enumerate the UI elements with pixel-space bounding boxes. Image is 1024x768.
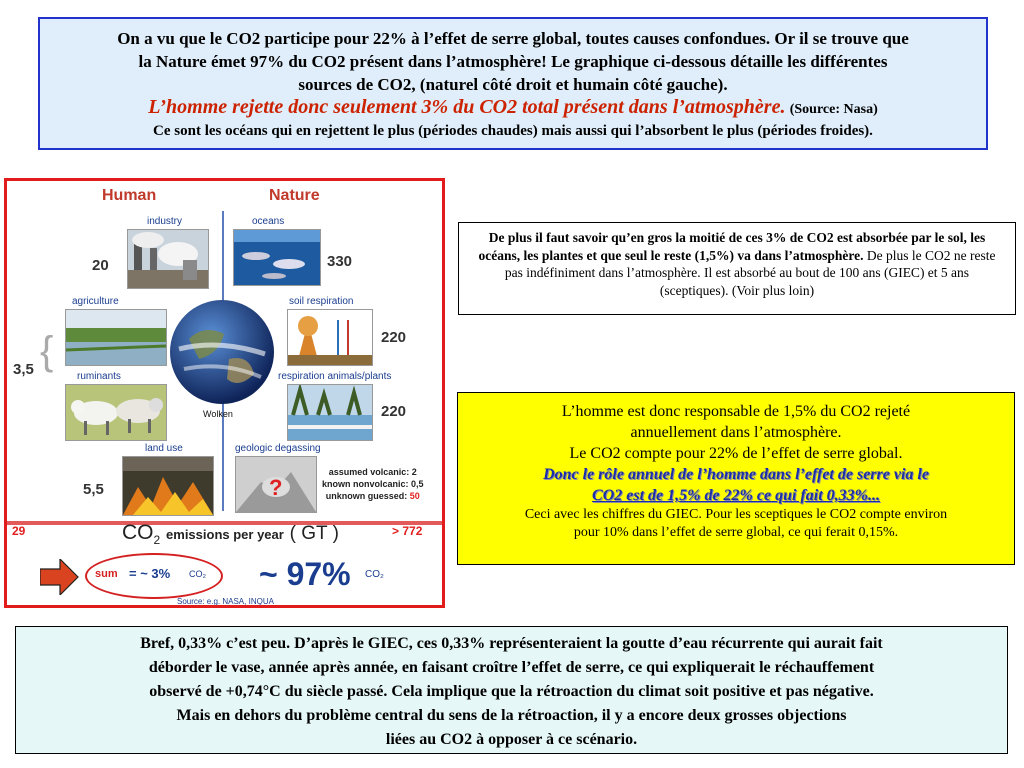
sum-value: = ~ 3% <box>129 566 171 581</box>
absorption-bold-text: De plus il faut savoir qu’en gros la moitié de ces 3% de CO2 est absorbée par le sol, les océans, les plantes et que seul le reste (1,5%) va dans l’atmosphère. <box>478 230 986 263</box>
yellow-small-line-2: pour 10% dans l’effet de serre global, ce qui ferait 0,15%. <box>573 525 899 540</box>
unknown-guessed-text: unknown guessed: <box>325 491 408 501</box>
globe-label: Wolken <box>203 409 233 419</box>
intro-highlight: L’homme rejette donc seulement 3% du CO2 total présent dans l’atmosphère. <box>148 96 786 118</box>
red-arrow-icon <box>40 559 80 600</box>
land-use-value: 5,5 <box>83 481 104 498</box>
earth-globe-icon <box>169 299 275 405</box>
land-use-photo <box>122 456 214 516</box>
industry-label: industry <box>147 216 183 227</box>
conclusion-text-box <box>15 626 1008 754</box>
emissions-gt: ( GT ) <box>289 523 339 544</box>
svg-text:?: ? <box>269 475 283 500</box>
ruminants-label: ruminants <box>77 371 121 382</box>
respiration-label: respiration animals/plants <box>278 371 392 382</box>
oceans-photo <box>233 229 321 286</box>
industry-photo <box>127 229 209 289</box>
nature-header: Nature <box>269 187 320 204</box>
responsibility-text-box <box>457 392 1015 565</box>
intro-line-5: Ce sont les océans qui en rejettent le plus (périodes chaudes) mais aussi qui l’absorbent le plus (périodes froides). <box>153 123 873 139</box>
conclusion-line-2: déborder le vase, année après année, en faisant croître l’effet de serre, ce qui expliquerait le réchauffement <box>148 659 875 676</box>
emissions-sub: 2 <box>153 533 161 548</box>
yellow-blue-line-2: CO2 est de 1,5% de 22% ce qui fait 0,33%... <box>592 487 880 504</box>
known-nonvolcanic-text: known nonvolcanic: 0,5 <box>322 479 424 489</box>
agriculture-label: agriculture <box>72 296 119 307</box>
intro-line-3: sources de CO2, (naturel côté droit et humain côté gauche). <box>298 75 728 94</box>
conclusion-line-1: Bref, 0,33% c’est peu. D’après le GIEC, ces 0,33% représenteraient la goutte d’eau récurrente qui aurait fait <box>140 635 883 652</box>
sum-co2: CO₂ <box>189 569 206 579</box>
intro-line-2: la Nature émet 97% du CO2 présent dans l’atmosphère! Le graphique ci-dessous détaille les différentes <box>138 52 888 71</box>
unknown-guessed-value: 50 <box>409 491 420 501</box>
oceans-value: 330 <box>327 253 353 270</box>
emissions-title <box>122 521 339 547</box>
bracket-value: 3,5 <box>13 361 34 378</box>
human-total: 29 <box>12 524 26 538</box>
geologic-label: geologic degassing <box>235 443 321 454</box>
yellow-line-1: L’homme est donc responsable de 1,5% du CO2 rejeté <box>561 403 911 420</box>
bracket-icon: { <box>40 329 54 373</box>
nature-total: > 772 <box>392 524 423 538</box>
intro-line-1: On a vu que le CO2 participe pour 22% à l’effet de serre global, toutes causes confondues. Or il se trouve que <box>117 29 909 48</box>
infographic-source: Source: e.g. NASA, INQUA <box>177 597 274 606</box>
respiration-photo <box>287 384 373 441</box>
yellow-line-3: Le CO2 compte pour 22% de l’effet de serre global. <box>569 445 903 462</box>
land-use-label: land use <box>145 443 183 454</box>
geologic-breakdown <box>322 466 424 502</box>
intro-source: (Source: Nasa) <box>789 102 878 117</box>
industry-value: 20 <box>92 257 109 274</box>
ruminants-photo <box>65 384 167 441</box>
conclusion-line-3: observé de +0,74°C du siècle passé. Cela implique que la rétroaction du climat soit positive et pas négative. <box>149 683 874 700</box>
emissions-co: CO <box>122 521 154 544</box>
human-header: Human <box>102 187 157 204</box>
conclusion-line-5: liées au CO2 à opposer à ce scénario. <box>385 731 638 748</box>
oceans-label: oceans <box>252 216 285 227</box>
yellow-line-2: annuellement dans l’atmosphère. <box>630 424 842 441</box>
yellow-blue-line-1: Donc le rôle annuel de l’homme dans l’effet de serre via le <box>543 466 929 483</box>
nature-percentage: ~ 97% <box>259 556 351 592</box>
conclusion-line-4: Mais en dehors du problème central du sens de la rétroaction, il y a encore deux grosses objections <box>176 707 847 724</box>
soil-respiration-value: 220 <box>381 329 407 346</box>
agriculture-photo <box>65 309 167 366</box>
geologic-photo <box>235 456 317 513</box>
sum-label: sum <box>95 568 118 580</box>
nature-co2: CO₂ <box>365 569 384 580</box>
absorption-normal-text: De plus le CO2 ne reste pas indéfiniment dans l’atmosphère. Il est absorbé au bout de 100 ans (GIEC) et 5 ans (sceptiques). (Voir plus loin) <box>504 247 996 298</box>
assumed-volcanic-text: assumed volcanic: 2 <box>328 467 417 477</box>
yellow-small-line-1: Ceci avec les chiffres du GIEC. Pour les sceptiques le CO2 compte environ <box>524 507 948 522</box>
absorption-text-box <box>458 222 1016 315</box>
emissions-rest: emissions per year <box>166 527 284 542</box>
intro-text-box <box>38 17 988 150</box>
co2-sources-infographic <box>4 178 445 608</box>
respiration-value: 220 <box>381 403 407 420</box>
soil-respiration-diagram <box>287 309 373 366</box>
soil-respiration-label: soil respiration <box>289 296 354 307</box>
